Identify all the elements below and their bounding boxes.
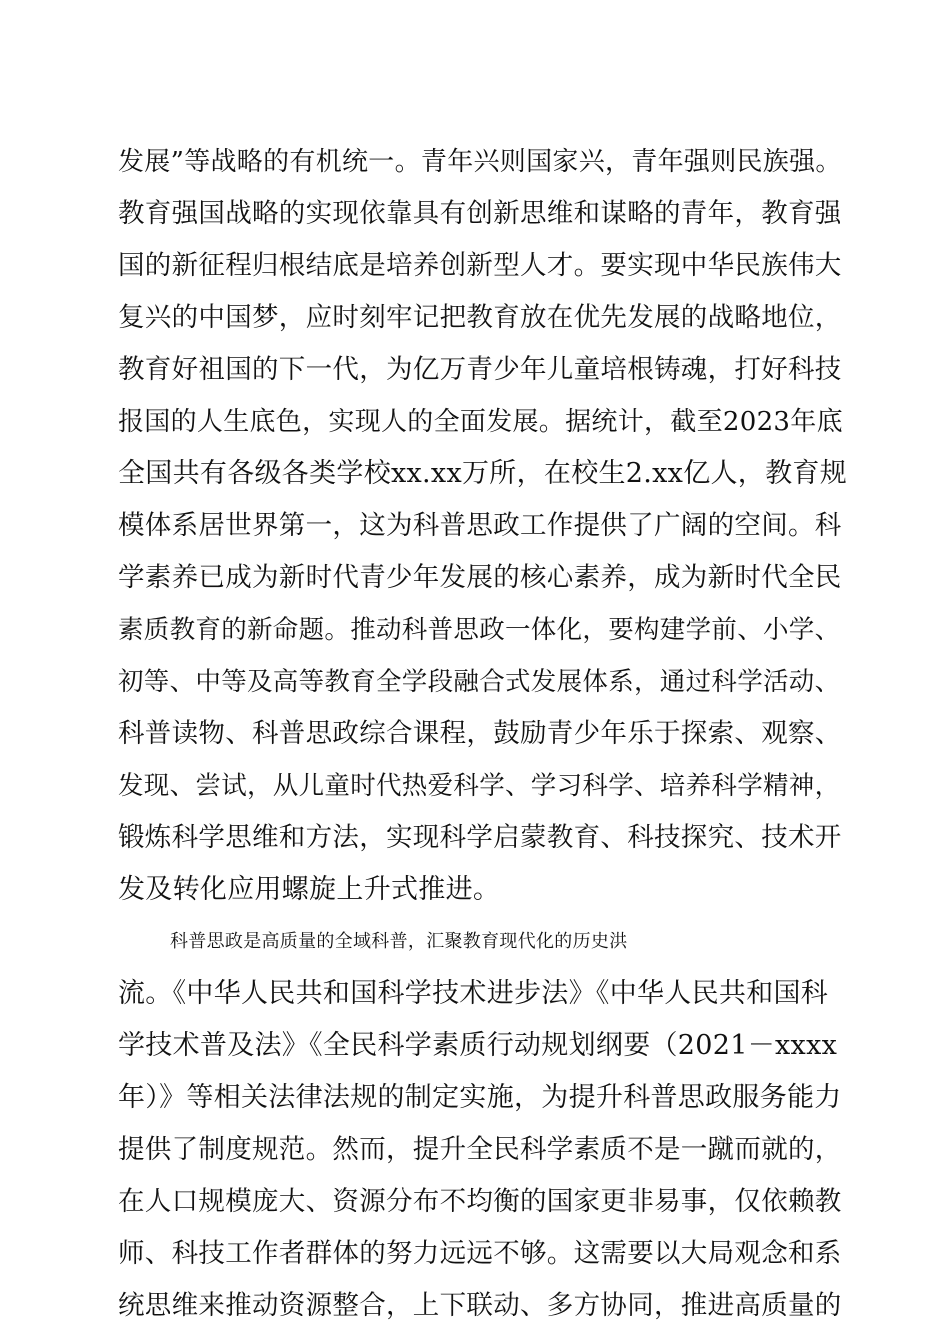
text-line: 提供了制度规范。然而，提升全民科学素质不是一蹴而就的，: [118, 1134, 842, 1165]
text-line: 发及转化应用螺旋上升式推进。: [118, 874, 501, 905]
text-line: 素质教育的新命题。推动科普思政一体化，要构建学前、小学、: [118, 615, 841, 645]
text-line: 在人口规模庞大、资源分布不均衡的国家更非易事，仅依赖教: [118, 1186, 842, 1217]
text-line: 教育好祖国的下一代，为亿万青少年儿童培根铸魂，打好科技: [118, 354, 842, 385]
text-line: 发现、尝试，从儿童时代热爱科学、学习科学、培养科学精神，: [118, 771, 841, 801]
text-line: 教育强国战略的实现依靠具有创新思维和谋略的青年，教育强: [118, 198, 842, 229]
text-line: 国的新征程归根结底是培养创新型人才。要实现中华民族伟大: [118, 250, 842, 281]
text-line: 全国共有各级各类学校xx.xx万所，在校生2.xx亿人，教育规: [118, 458, 848, 489]
text-line: 统思维来推动资源整合，上下联动、多方协同，推进高质量的: [118, 1290, 842, 1321]
text-line: 模体系居世界第一，这为科普思政工作提供了广阔的空间。科: [118, 510, 842, 541]
paragraph-first-line: 科普思政是高质量的全域科普，汇聚教育现代化的历史洪: [170, 931, 628, 952]
text-line: 学素养已成为新时代青少年发展的核心素养，成为新时代全民: [118, 562, 842, 593]
text-line: 锻炼科学思维和方法，实现科学启蒙教育、科技探究、技术开: [118, 822, 842, 853]
text-line: 初等、中等及高等教育全学段融合式发展体系，通过科学活动、: [118, 667, 841, 697]
text-line: 流。《中华人民共和国科学技术进步法》《中华人民共和国科: [118, 978, 829, 1009]
text-line: 报国的人生底色，实现人的全面发展。据统计，截至2023年底: [118, 407, 843, 437]
text-line: 科普读物、科普思政综合课程，鼓励青少年乐于探索、观察、: [118, 718, 842, 749]
text-line: 复兴的中国梦，应时刻牢记把教育放在优先发展的战略地位，: [118, 302, 842, 333]
text-line: 学技术普及法》《全民科学素质行动规划纲要（2021－xxxx: [118, 1030, 838, 1061]
text-line: 年）》等相关法律法规的制定实施，为提升科普思政服务能力: [118, 1082, 842, 1113]
text-line: 师、科技工作者群体的努力远远不够。这需要以大局观念和系: [118, 1238, 842, 1269]
text-line: 发展”等战略的有机统一。青年兴则国家兴，青年强则民族强。: [118, 147, 842, 177]
